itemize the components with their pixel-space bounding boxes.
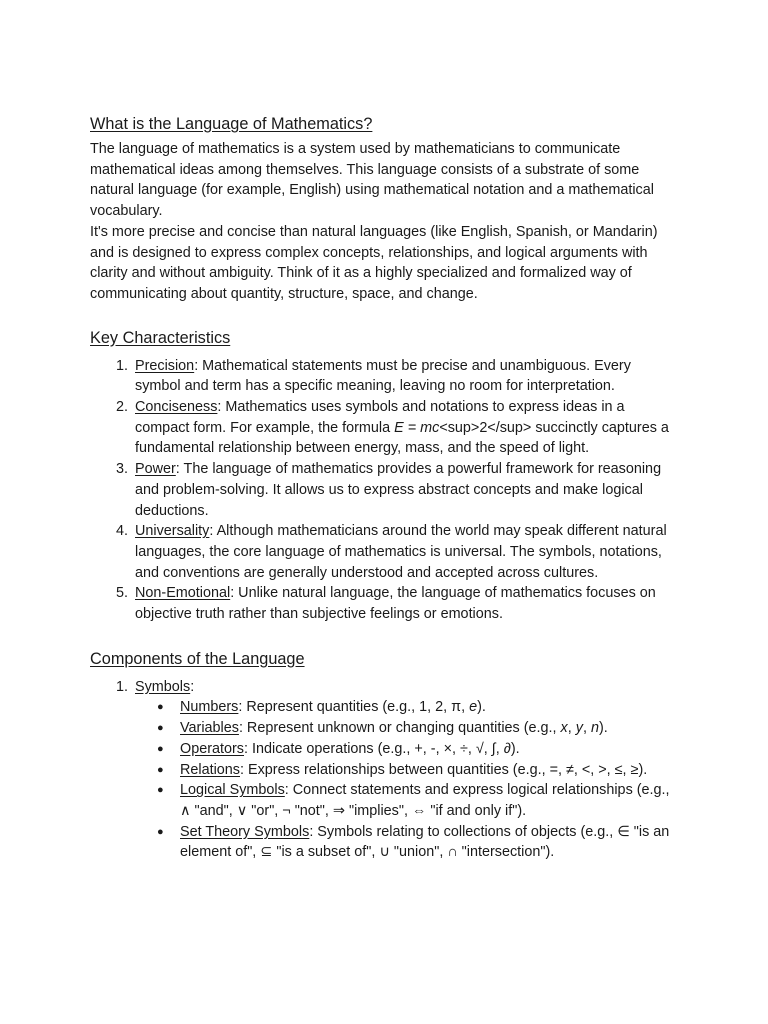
- term-numbers: Numbers: [180, 699, 239, 716]
- desc-numbers-b: ).: [477, 699, 486, 716]
- desc-variables-b: ).: [598, 720, 608, 737]
- desc-universality: : Although mathematicians around the world may speak different natural languages, the core language of mathematics is universal. The symbols, notations, and conventions are generally understood and accepted across cultures.: [135, 523, 667, 581]
- desc-relations: : Express relationships between quantities (e.g., =, ≠, <, >, ≤, ≥).: [240, 761, 648, 778]
- intro-paragraph-1: The language of mathematics is a system used by mathematicians to communicate mathematical ideas among themselves. This language consists of a substrate of some natural language (for example, English) using mathematical notation and a mathematical vocabulary.: [90, 141, 654, 220]
- symbol-y: y: [575, 720, 583, 737]
- term-precision: Precision: [135, 357, 195, 374]
- list-number: 2.: [115, 399, 128, 416]
- list-item-universality: [90, 521, 678, 583]
- sublist-item-operators: [135, 739, 678, 760]
- formula-emc2: E = mc: [394, 419, 440, 436]
- bullet-icon: ●: [157, 763, 164, 776]
- heading-language-of-mathematics: What is the Language of Mathematics?: [90, 115, 373, 133]
- desc-variables-a: : Represent unknown or changing quantities (e.g.,: [238, 720, 561, 737]
- separator: ,: [582, 720, 591, 737]
- term-logical-symbols: Logical Symbols: [180, 782, 285, 799]
- heading-key-characteristics: Key Characteristics: [90, 328, 231, 347]
- symbols-sublist: [135, 697, 678, 863]
- symbols-colon: :: [190, 678, 195, 695]
- desc-conciseness-b: <sup>2</sup> succinctly captures a fundamental relationship between energy, mass, and the speed of light.: [135, 419, 669, 457]
- list-number: 1.: [115, 357, 128, 374]
- list-item-symbols: [90, 677, 678, 863]
- term-variables: Variables: [180, 720, 239, 737]
- symbol-x: x: [560, 720, 568, 737]
- term-symbols: Symbols: [135, 678, 191, 695]
- desc-power: : The language of mathematics provides a powerful framework for reasoning and problem-solving. It allows us to express abstract concepts and make logical deductions.: [135, 461, 662, 519]
- intro-paragraph-2: It's more precise and concise than natural languages (like English, Spanish, or Mandarin) and is designed to express complex concepts, relationships, and logical arguments with clarity and without ambiguity. Think of it as a highly specialized and formalized way of communicating about quantity, structure, space, and change.: [90, 223, 658, 302]
- symbol-n: n: [590, 720, 599, 737]
- list-number: 5.: [115, 585, 128, 602]
- term-conciseness: Conciseness: [135, 399, 218, 416]
- list-item-precision: [90, 356, 678, 397]
- list-number: 1.: [115, 678, 128, 695]
- list-item-conciseness: [90, 397, 678, 459]
- desc-non-emotional: : Unlike natural language, the language of mathematics focuses on objective truth rather than subjective feelings or emotions.: [135, 585, 656, 623]
- symbol-e: e: [469, 699, 478, 716]
- bullet-icon: ●: [157, 784, 164, 797]
- bullet-icon: ●: [157, 722, 164, 735]
- term-power: Power: [135, 461, 176, 478]
- desc-conciseness-a: : Mathematics uses symbols and notations to express ideas in a compact form. For example, the formula: [135, 399, 625, 436]
- sublist-item-logical-symbols: [135, 780, 678, 821]
- list-number: 4.: [115, 523, 128, 540]
- desc-operators: : Indicate operations (e.g., +, -, ×, ÷, √, ∫, ∂).: [244, 740, 520, 757]
- sublist-item-numbers: [135, 697, 678, 718]
- desc-precision: : Mathematical statements must be precise and unambiguous. Every symbol and term has a specific meaning, leaving no room for interpretation.: [135, 357, 631, 395]
- term-operators: Operators: [180, 740, 244, 757]
- term-relations: Relations: [180, 761, 240, 778]
- separator: ,: [567, 720, 576, 737]
- list-item-power: [90, 459, 678, 521]
- list-number: 3.: [115, 461, 128, 478]
- desc-set-theory-symbols: : Symbols relating to collections of objects (e.g., ∈ "is an element of", ⊆ "is a subset of", ∪ "union", ∩ "intersection").: [180, 823, 670, 861]
- sublist-item-set-theory-symbols: [135, 822, 678, 863]
- bullet-icon: ●: [157, 742, 164, 755]
- desc-logical-symbols: : Connect statements and express logical relationships (e.g., ∧ "and", ∨ "or", ¬ "not", ⇒ "implies", ⇔ "if and only if").: [180, 782, 670, 819]
- sublist-item-relations: [135, 760, 678, 781]
- term-universality: Universality: [135, 523, 210, 540]
- term-set-theory-symbols: Set Theory Symbols: [180, 823, 310, 840]
- bullet-icon: ●: [157, 825, 164, 838]
- components-list: [90, 677, 678, 863]
- key-characteristics-list: [90, 356, 678, 625]
- list-item-non-emotional: [90, 583, 678, 624]
- term-non-emotional: Non-Emotional: [135, 585, 231, 602]
- sublist-item-variables: [135, 718, 678, 739]
- bullet-icon: ●: [157, 701, 164, 714]
- desc-numbers-a: : Represent quantities (e.g., 1, 2, π,: [238, 699, 470, 716]
- heading-components-of-the-language: Components of the Language: [90, 649, 305, 668]
